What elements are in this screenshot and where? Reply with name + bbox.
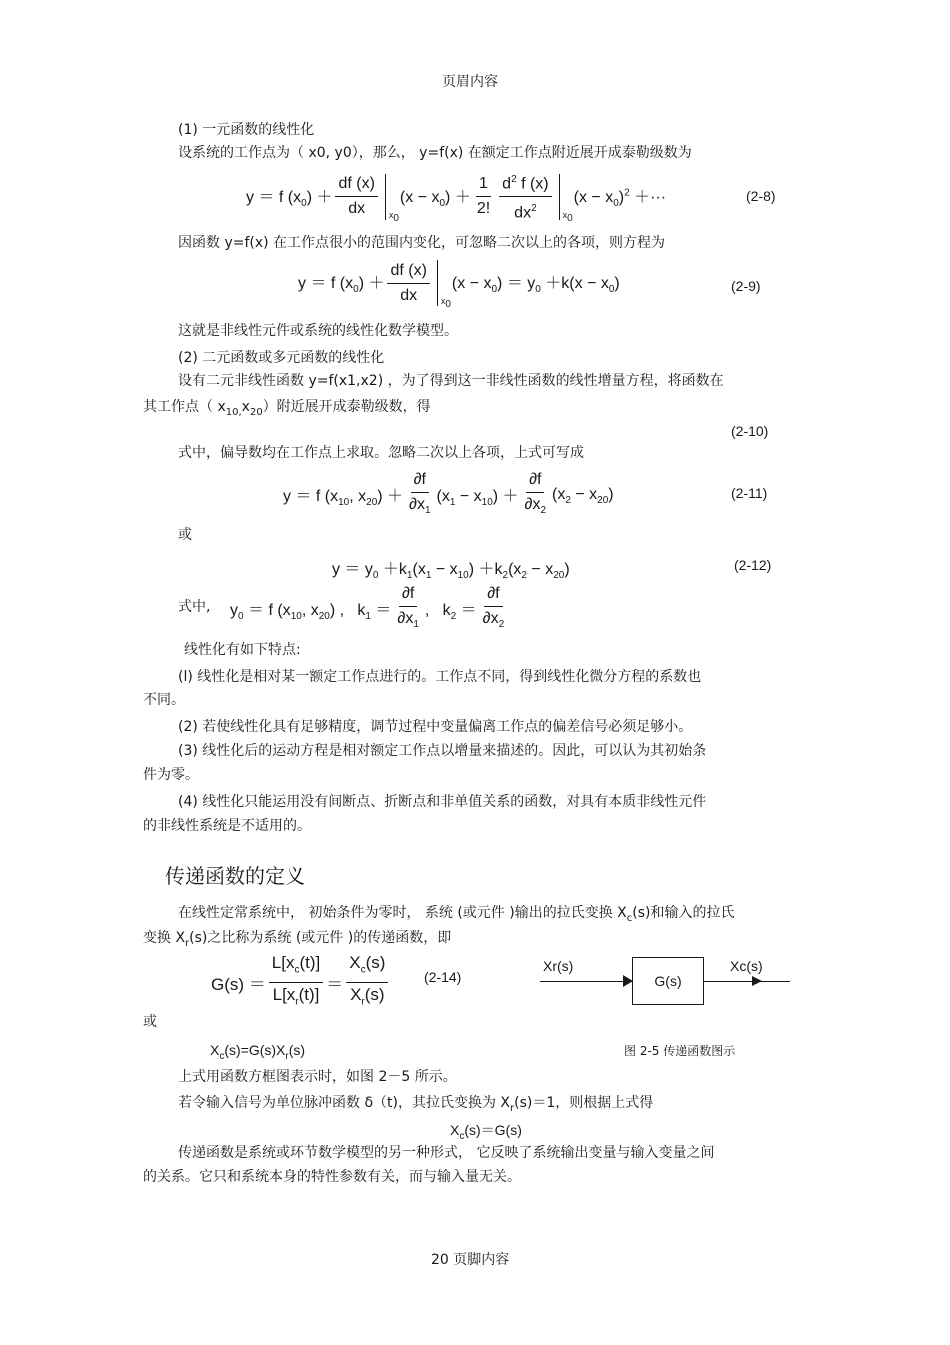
feature-1-line2: 不同。 [143, 692, 185, 708]
equation-number-2-8: (2-8) [746, 188, 776, 204]
equation-number-2-12: (2-12) [734, 557, 772, 573]
input-signal-line [540, 981, 632, 982]
transfer-paragraph-1-line2: 变换 $X_r(s)$之比称为系统 (或元件 )的传递函数，即 [143, 930, 452, 949]
equation-2-11: y ＝ f ($x_{10}$, $x_{20}$) ＋ $\frac{\partial f}{\partial x_1}$ $(x_1 - x_{10})$ ＋ $\frac{\partial f}{\partial x_2}$ $(x_2 - x_{20})$ [283, 471, 614, 517]
section-1-summary: 这就是非线性元件或系统的线性化数学模型。 [178, 323, 458, 339]
feature-3-line1: (3) 线性化后的运动方程是相对额定工作点以增量来描述的。因此，可以认为其初始条 [178, 743, 707, 759]
equation-2-8: y ＝ f $(x_0)$ ＋ $\frac{df (x)}{dx}$ $x_0$ $(x - x_0)$ ＋ $\frac{1}{2!}$ $\frac{d^2 f (x)}{dx^2}$ $x_0$ $(x - x_0)^2$ ＋··· [246, 170, 666, 224]
equation-2-14: G(s) ＝ $\frac{L[x_c(t)]}{L[x_r(t)]}$ ＝ $\frac{X_c(s)}{X_r(s)}$ [211, 953, 391, 1013]
section-1-intro: 设系统的工作点为（ x0, y0），那么， y=f(x) 在额定工作点附近展开成泰勒级数为 [178, 145, 692, 161]
coefficient-definitions: $y_0 = f$ ($x_{10}$, $x_{20}$) , $k_1$ ＝ $\frac{\partial f}{\partial x_1}$ , $k_2$ ＝ $\frac{\partial f}{\partial x_2}$ [230, 585, 505, 631]
section-2-intro-line1: 设有二元非线性函数 y=f(x1,x2) ，为了得到这一非线性函数的线性增量方程，将函数在 [178, 373, 724, 389]
equation-2-9: y ＝ f $(x_0)$ ＋ $\frac{df (x)}{dx}$ $x_0$ $(x - x_0) = y_0 +k(x - x_0)$ [298, 261, 620, 310]
equation-2-12: $y = y_0 +k_1(x_1 - x_{10}) +k_2(x_2 - x_{20})$ [332, 561, 570, 582]
output-label: Xc(s) [730, 958, 763, 974]
page-header: 页眉内容 [442, 74, 498, 90]
impulse-result: $X_c(s)=G(s)$ [450, 1122, 522, 1142]
transfer-or: 或 [143, 1014, 157, 1030]
transfer-paragraph-4-line2: 的关系。它只和系统本身的特性参数有关，而与输入量无关。 [143, 1169, 521, 1185]
feature-3-line2: 件为零。 [143, 767, 199, 783]
feature-2: (2) 若使线性化具有足够精度，调节过程中变量偏离工作点的偏差信号必须足够小。 [178, 719, 693, 735]
transfer-block-label: G(s) [654, 973, 682, 989]
transfer-block [632, 957, 704, 1005]
section-1-after-eq: 因函数 y=f(x) 在工作点很小的范围内变化，可忽略二次以上的各项，则方程为 [178, 235, 666, 251]
transfer-paragraph-4-line1: 传递函数是系统或环节数学模型的另一种形式， 它反映了系统输出变量与输入变量之间 [178, 1145, 715, 1161]
feature-1-line1: (l) 线性化是相对某一额定工作点进行的。工作点不同，得到线性化微分方程的系数也 [178, 669, 702, 685]
equation-alternate: $X_c(s)=G(s)X_r(s)$ [210, 1042, 306, 1062]
section-2-where: 式中, [178, 599, 211, 615]
features-title: 线性化有如下特点: [184, 642, 301, 658]
equation-number-2-11: (2-11) [731, 485, 768, 501]
input-label: Xr(s) [543, 958, 574, 974]
section-2-note: 式中，偏导数均在工作点上求取。忽略二次以上各项，上式可写成 [178, 445, 584, 461]
section-heading-transfer-function: 传递函数的定义 [165, 864, 305, 888]
transfer-paragraph-3: 若令输入信号为单位脉冲函数 δ（t)，其拉氏变换为 $X_r(s)=1$，则根据上式得 [178, 1095, 654, 1114]
feature-4-line1: (4) 线性化只能运用没有间断点、折断点和非单值关系的函数，对具有本质非线性元件 [178, 794, 707, 810]
equation-number-2-9: (2-9) [731, 278, 761, 294]
transfer-paragraph-2: 上式用函数方框图表示时，如图 2－5 所示。 [178, 1069, 457, 1085]
feature-4-line2: 的非线性系统是不适用的。 [143, 818, 311, 834]
output-arrow-icon [752, 976, 762, 986]
output-signal-line [704, 981, 790, 982]
equation-number-2-14: (2-14) [424, 969, 462, 985]
page-footer: 20 页脚内容 [431, 1252, 510, 1268]
equation-number-2-10: (2-10) [731, 423, 769, 439]
figure-caption: 图 2-5 传递函数图示 [624, 1044, 736, 1058]
section-2-intro-line2: 其工作点（ $x_{10,}x_{20}$）附近展开成泰勒级数，得 [143, 399, 431, 418]
section-2-title: (2) 二元函数或多元函数的线性化 [178, 350, 385, 366]
section-2-or: 或 [178, 527, 192, 543]
transfer-paragraph-1-line1: 在线性定常系统中， 初始条件为零时， 系统 (或元件 )输出的拉氏变换 $X_c(s)$和输入的拉氏 [178, 905, 735, 924]
section-1-title: (1) 一元函数的线性化 [178, 122, 315, 138]
